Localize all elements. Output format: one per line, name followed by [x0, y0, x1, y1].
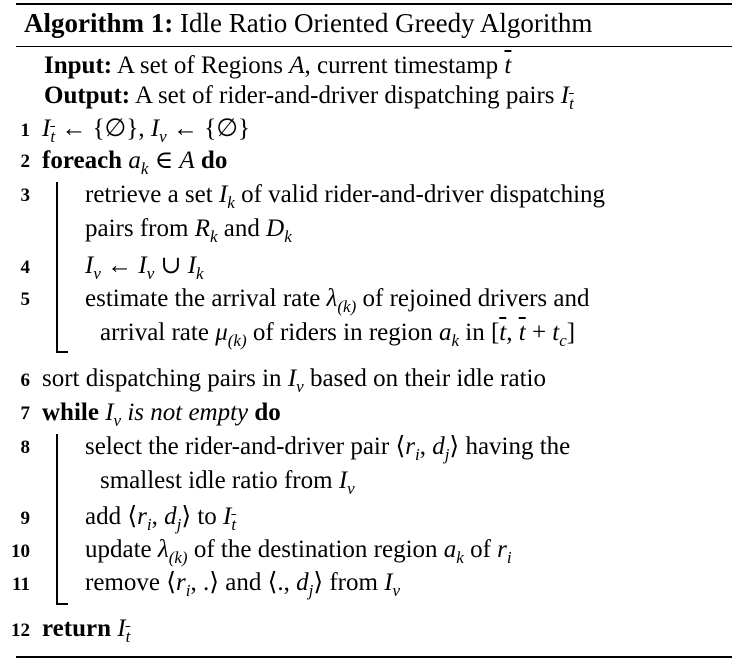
output-line: Output: A set of rider-and-driver dispatching pairs $I_{\overline{t}}$: [44, 82, 574, 113]
line-1: $I_{\overline{t}}$ ← {∅}, $I_v$ ← {∅}: [42, 115, 250, 146]
algorithm-title: [24, 8, 592, 39]
line-7: while $I_v$ is not empty do: [42, 399, 281, 430]
line-number-11: 11: [12, 574, 30, 595]
line-number-12: 12: [11, 620, 30, 641]
line-9: add $⟨r_i$, $d_j⟩$ to $I_{\overline{t}}$: [85, 503, 237, 534]
while-block-bar: [56, 434, 58, 604]
line-8-cont: smallest idle ratio from $I_v$: [100, 467, 355, 498]
input-text: A set of Regions: [116, 52, 283, 79]
line-number-3: 3: [20, 185, 30, 206]
line-number-5: 5: [20, 289, 30, 310]
line-11: remove $⟨r_i$, .⟩ and ⟨., $d_j⟩$ from $I_v$: [85, 569, 401, 600]
do-keyword-2: do: [254, 399, 281, 426]
algorithm-name: Idle Ratio Oriented Greedy Algorithm: [179, 8, 593, 38]
line-2: foreach $a_k$ ∈ A do: [42, 147, 228, 178]
line-10: update $\lambda_{(k)}$ of the destination region $a_k$ of $r_i$: [85, 536, 512, 567]
line-number-8: 8: [20, 437, 30, 458]
line-number-10: 10: [11, 541, 30, 562]
foreach-block-end: [56, 351, 68, 353]
while-block-end: [56, 603, 68, 605]
foreach-block-bar: [56, 182, 58, 352]
line-number-1: 1: [20, 120, 30, 141]
input-text-2: current timestamp: [316, 52, 499, 79]
do-keyword: do: [200, 147, 228, 174]
bottom-rule: [16, 656, 732, 658]
line-number-2: 2: [20, 151, 30, 172]
input-label: Input:: [44, 52, 113, 79]
line-5: estimate the arrival rate $\lambda_{(k)}$ of rejoined drivers and: [85, 285, 590, 316]
line-3: retrieve a set $I_k$ of valid rider-and-driver dispatching: [85, 181, 606, 212]
input-line: Input: A set of Regions A, current timestamp $\overline{t}$: [44, 52, 512, 79]
line-5-cont: arrival rate $\mu_{(k)}$ of riders in region $a_k$ in [$\overline{t}$, $\overline{t} + t_c$]: [100, 319, 576, 350]
return-keyword: return: [42, 615, 111, 642]
output-text: A set of rider-and-driver dispatching pairs: [135, 82, 555, 109]
line-6: sort dispatching pairs in $I_v$ based on their idle ratio: [42, 365, 546, 396]
line-8: select the rider-and-driver pair $⟨r_i$, $d_j⟩$ having the: [85, 433, 571, 464]
line-12: return $I_{\overline{t}}$: [42, 615, 131, 646]
line-number-6: 6: [20, 370, 30, 391]
top-rule: [16, 3, 732, 5]
foreach-keyword: foreach: [42, 147, 123, 174]
title-rule: [16, 46, 732, 47]
line-3-cont: pairs from $R_k$ and $D_k$: [85, 215, 292, 246]
output-label: Output:: [44, 82, 131, 109]
while-keyword: while: [42, 399, 99, 426]
algorithm-label: Algorithm 1:: [24, 8, 174, 38]
line-4: $I_v$ ← $I_v$ ∪ $I_k$: [85, 252, 204, 283]
line-number-9: 9: [20, 508, 30, 529]
line-number-4: 4: [20, 257, 30, 278]
line-number-7: 7: [20, 403, 30, 424]
